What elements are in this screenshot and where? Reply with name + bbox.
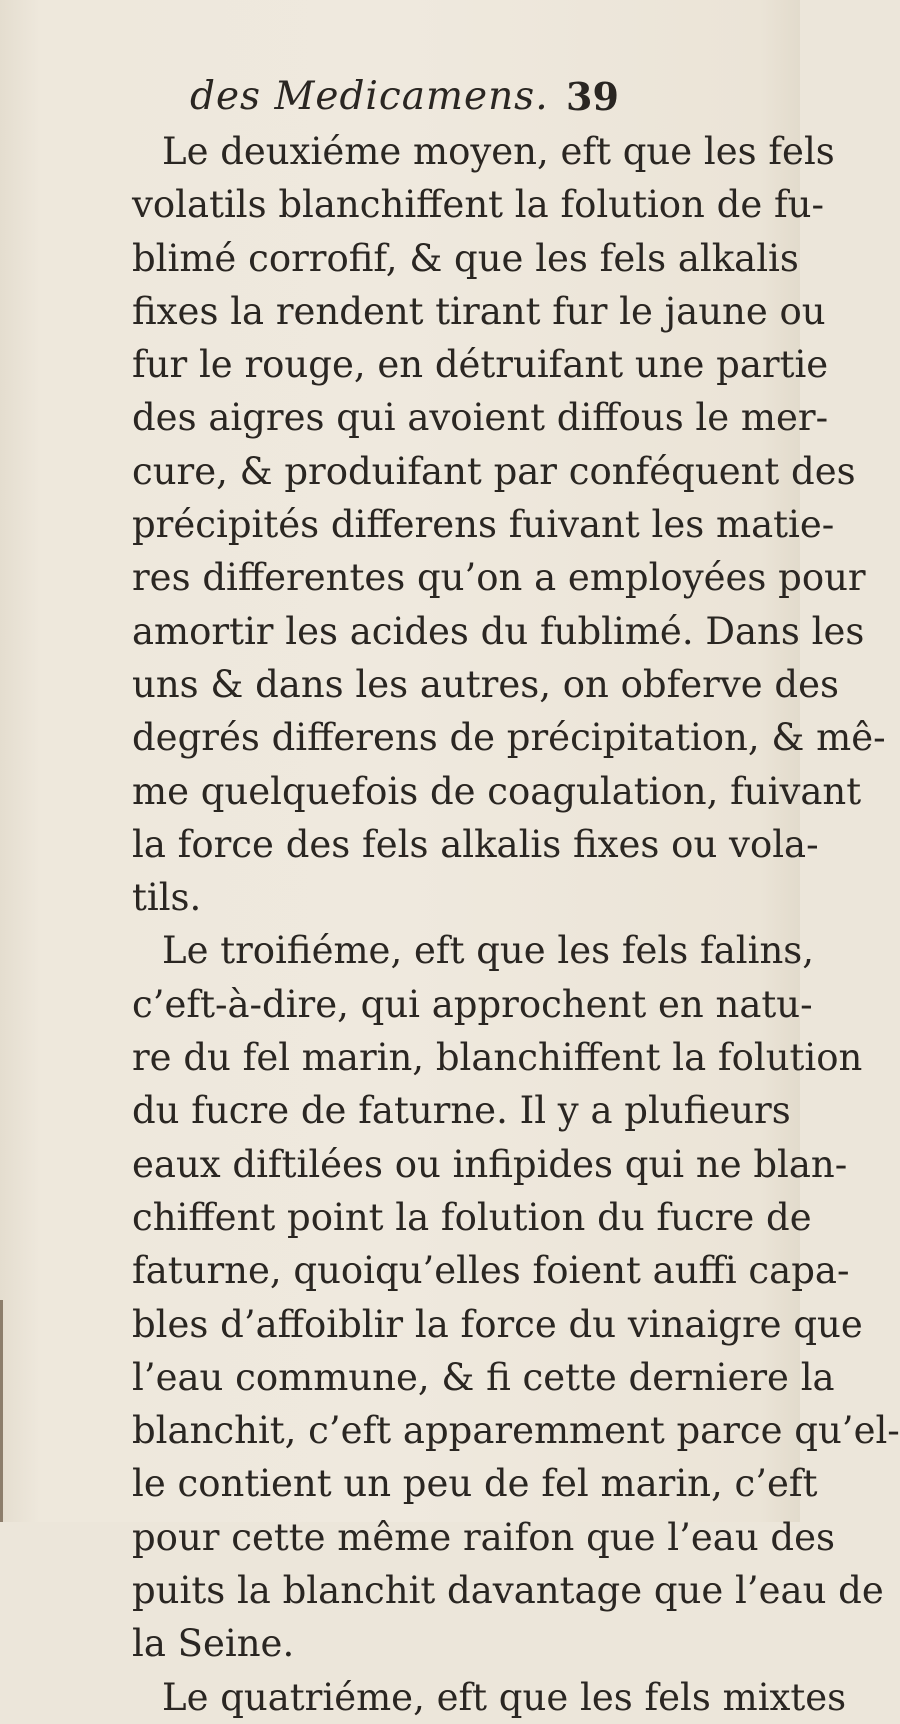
text-line: eaux diftilées ou infipides qui ne blan- [132, 1142, 848, 1186]
text-line: Le troifiéme, eft que les fels falins, [162, 929, 815, 973]
text-line: blanchit, c’eft apparemment parce qu’el- [132, 1409, 900, 1453]
text-line: le contient un peu de fel marin, c’eft [132, 1462, 818, 1506]
text-line: cure, & produifant par conféquent des [132, 449, 856, 493]
text-line: fur le rouge, en détruifant une partie [132, 343, 829, 387]
text-line: pour cette même raifon que l’eau des [132, 1515, 835, 1559]
text-line: précipités differens fuivant les matie- [132, 503, 835, 547]
text-line: la force des fels alkalis fixes ou vola- [132, 822, 819, 866]
running-head [160, 74, 680, 124]
text-line: fixes la rendent tirant fur le jaune ou [132, 289, 826, 333]
text-line: l’eau commune, & fi cette derniere la [132, 1355, 835, 1399]
running-head-title: des Medicamens. [190, 74, 549, 119]
text-line: puits la blanchit davantage que l’eau de [132, 1569, 884, 1613]
text-line: res differentes qu’on a employées pour [132, 556, 866, 600]
text-line: la Seine. [132, 1622, 295, 1666]
text-line: du fucre de faturne. Il y a plufieurs [132, 1089, 791, 1133]
text-line: uns & dans les autres, on obferve des [132, 662, 839, 706]
text-line: Le deuxiéme moyen, eft que les fels [162, 130, 835, 173]
text-line: Le quatriéme, eft que les fels mixtes [162, 1675, 847, 1719]
text-line: tils. [132, 876, 202, 920]
page-edge-shadow [0, 1300, 3, 1522]
text-line: des aigres qui avoient diffous le mer- [132, 396, 829, 440]
text-line: blimé corrofif, & que les fels alkalis [132, 236, 799, 280]
text-line: me quelquefois de coagulation, fuivant [132, 769, 862, 813]
text-line: chiffent point la folution du fucre de [132, 1195, 812, 1239]
text-line: c’eft-à-dire, qui approchent en natu- [132, 982, 813, 1026]
body-text [132, 125, 900, 1724]
text-line: re du fel marin, blanchiffent la folution [132, 1036, 863, 1080]
page-number: 39 [566, 74, 619, 119]
text-line: volatils blanchiffent la folution de fu- [132, 183, 825, 227]
text-line: amortir les acides du fublimé. Dans les [132, 609, 865, 653]
text-line: faturne, quoiqu’elles foient auffi capa- [132, 1249, 850, 1293]
text-line: bles d’affoiblir la force du vinaigre que [132, 1302, 863, 1346]
text-line: degrés differens de précipitation, & mê- [132, 716, 886, 760]
